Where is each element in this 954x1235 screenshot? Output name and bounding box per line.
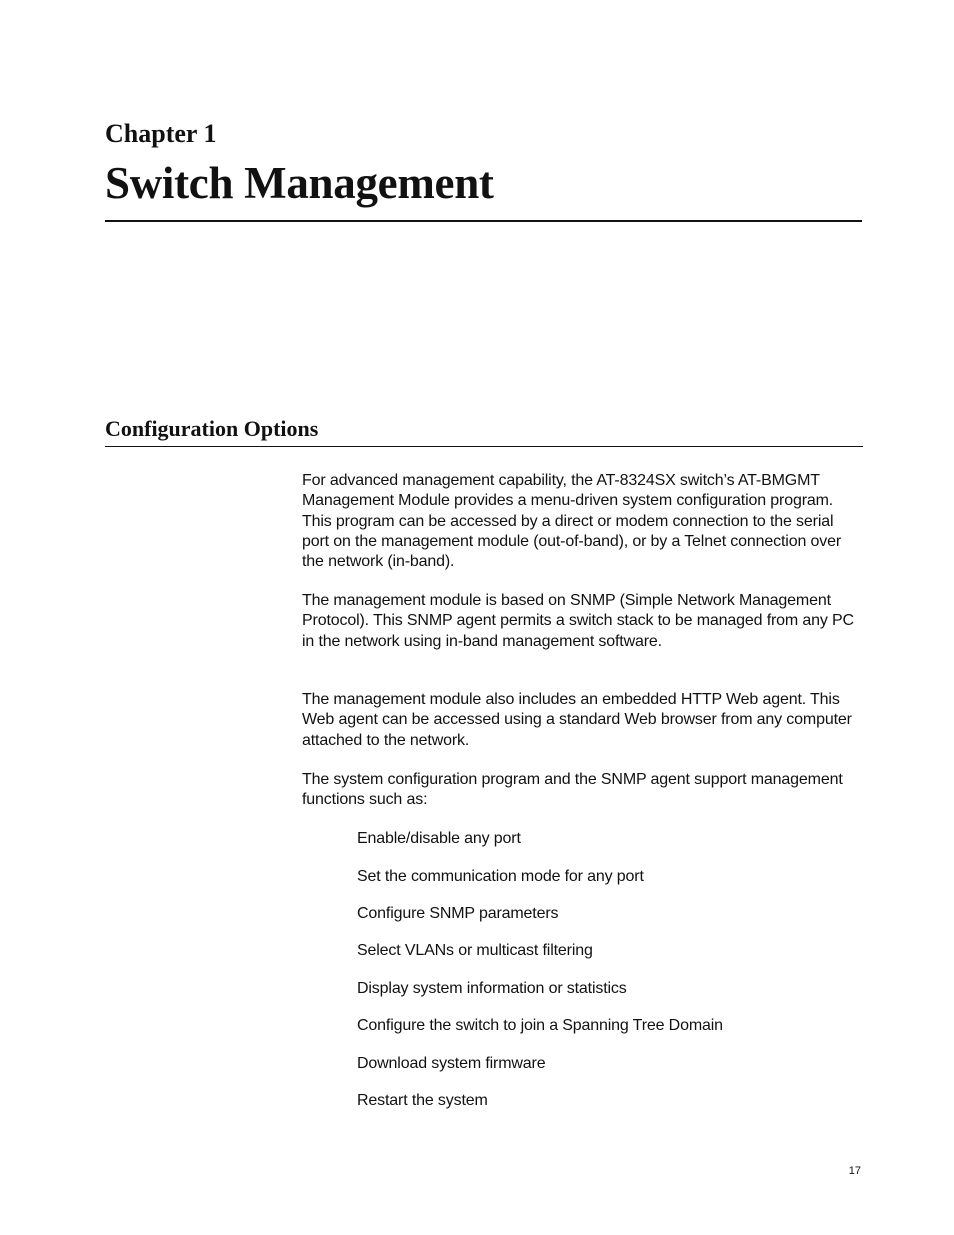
list-item: Configure the switch to join a Spanning Tree Domain bbox=[357, 1017, 723, 1034]
list-item: Restart the system bbox=[357, 1092, 488, 1109]
body-paragraph: The management module is based on SNMP (Simple Network Management Protocol). This SNMP agent permits a switch stack to be managed from any PC in the network using in-band management software. bbox=[302, 592, 854, 650]
body-paragraph: The management module also includes an embedded HTTP Web agent. This Web agent can be accessed using a standard Web browser from any computer attached to the network. bbox=[302, 691, 852, 749]
list-item: Select VLANs or multicast filtering bbox=[357, 942, 593, 959]
list-item: Download system firmware bbox=[357, 1055, 546, 1072]
list-item: Configure SNMP parameters bbox=[357, 905, 559, 922]
chapter-label: Chapter 1 bbox=[105, 119, 217, 148]
page-number: 17 bbox=[848, 1165, 861, 1177]
section-heading-rule bbox=[105, 446, 863, 447]
body-paragraph: For advanced management capability, the AT-8324SX switch’s AT-BMGMT Management Module provides a menu-driven system configuration program. This program can be accessed by a direct or modem connection to the serial port on the management module (out-of-band), or by a Telnet connection over the network (in-band). bbox=[302, 472, 842, 571]
chapter-title: Switch Management bbox=[105, 158, 494, 208]
body-paragraph: The system configuration program and the SNMP agent support management functions such as: bbox=[302, 771, 843, 809]
list-item: Enable/disable any port bbox=[357, 830, 521, 847]
section-heading: Configuration Options bbox=[105, 416, 319, 441]
list-item: Set the communication mode for any port bbox=[357, 868, 644, 885]
list-item: Display system information or statistics bbox=[357, 980, 627, 997]
chapter-title-rule bbox=[105, 220, 862, 222]
